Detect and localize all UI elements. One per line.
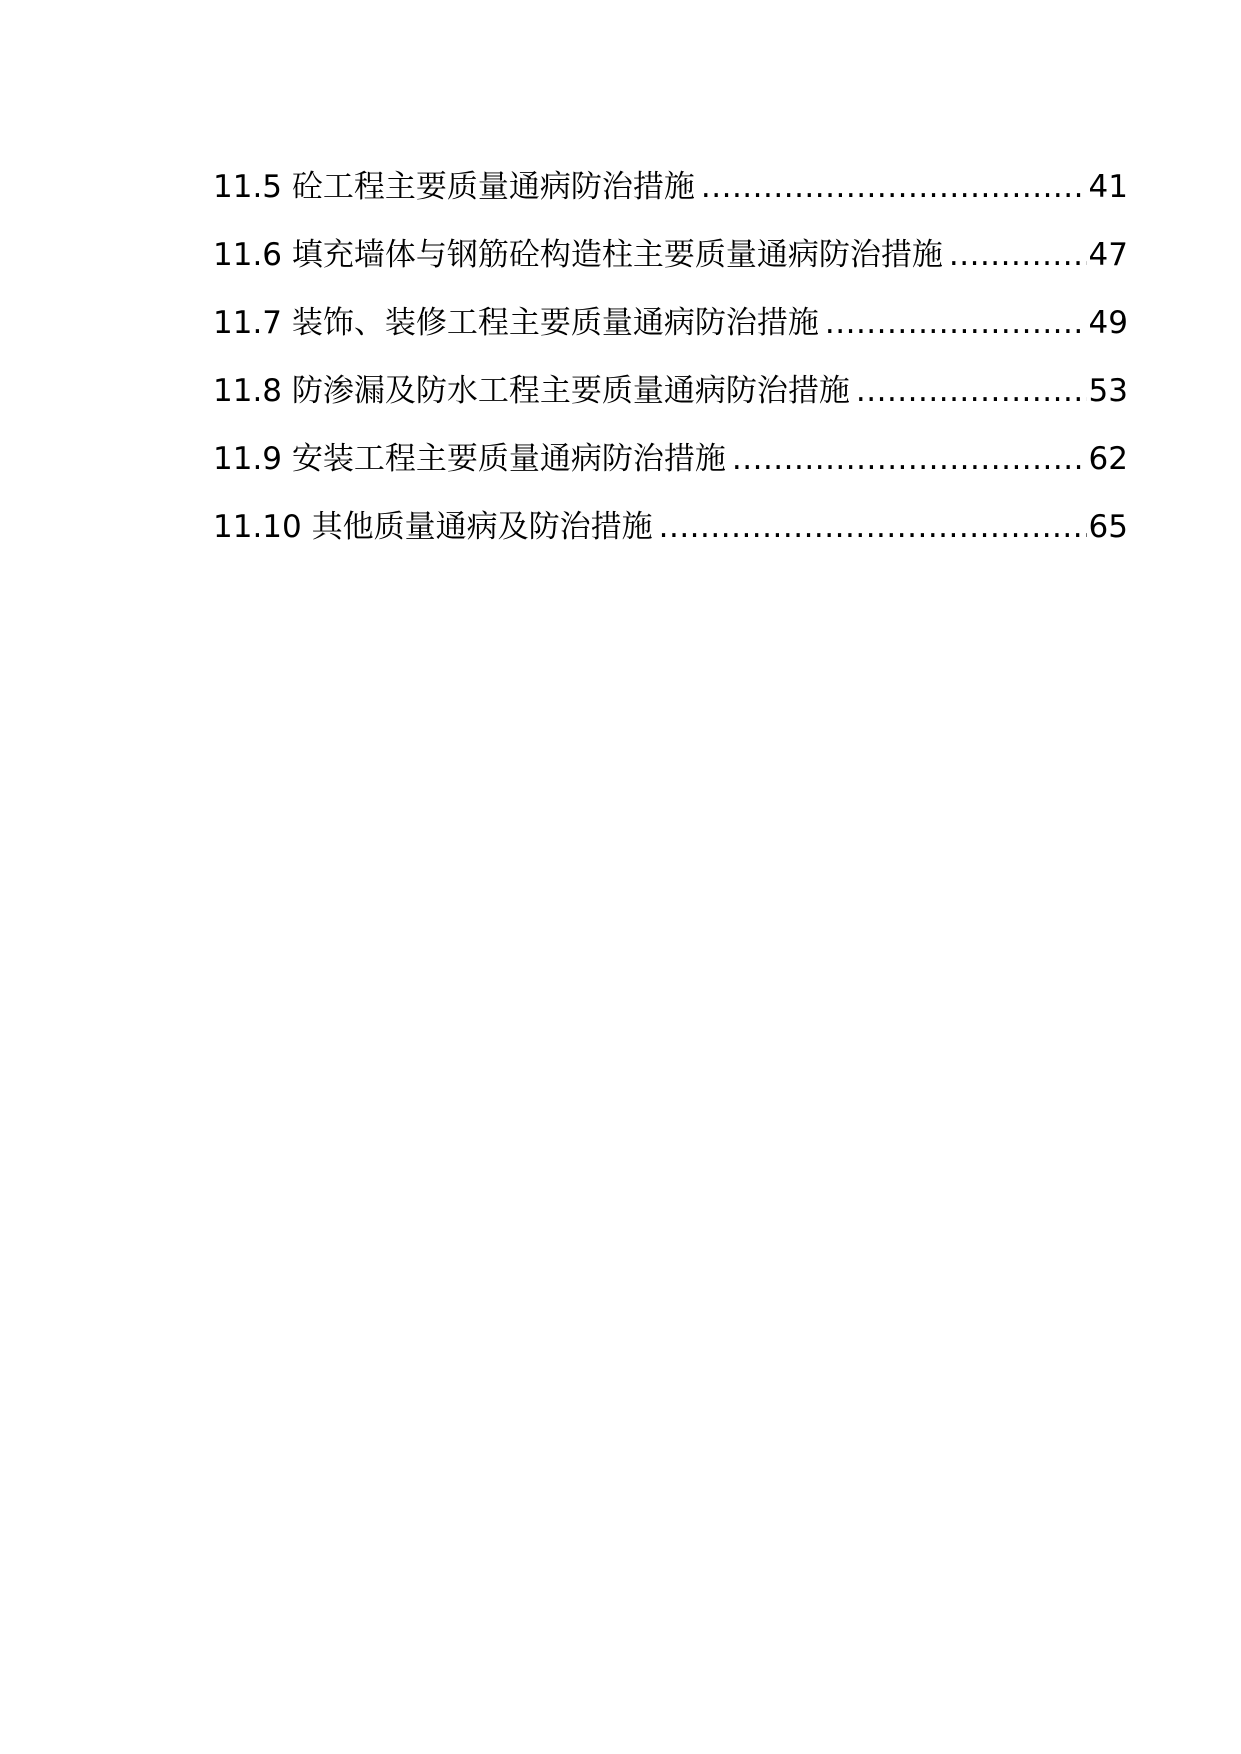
toc-entry-title: 11.7 装饰、装修工程主要质量通病防治措施 xyxy=(213,305,819,341)
toc-dot-leader xyxy=(701,160,1087,214)
toc-entry-page: 49 xyxy=(1088,305,1128,341)
toc-dot-leader xyxy=(856,364,1087,418)
table-of-contents xyxy=(213,160,1128,568)
toc-dot-leader xyxy=(825,296,1087,350)
toc-entry-title: 11.5 砼工程主要质量通病防治措施 xyxy=(213,169,695,205)
toc-entry-page: 65 xyxy=(1088,509,1128,545)
toc-dot-leader xyxy=(949,228,1087,282)
toc-entry[interactable] xyxy=(213,228,1128,296)
toc-entry[interactable] xyxy=(213,160,1128,228)
toc-entry-page: 62 xyxy=(1088,441,1128,477)
toc-entry[interactable] xyxy=(213,500,1128,568)
toc-entry[interactable] xyxy=(213,296,1128,364)
toc-entry-page: 41 xyxy=(1088,169,1128,205)
toc-entry[interactable] xyxy=(213,364,1128,432)
toc-dot-leader xyxy=(732,432,1087,486)
toc-entry-title: 11.10 其他质量通病及防治措施 xyxy=(213,509,653,545)
toc-entry-title: 11.6 填充墙体与钢筋砼构造柱主要质量通病防治措施 xyxy=(213,237,943,273)
toc-entry-title: 11.8 防渗漏及防水工程主要质量通病防治措施 xyxy=(213,373,850,409)
toc-entry[interactable] xyxy=(213,432,1128,500)
toc-entry-page: 53 xyxy=(1088,373,1128,409)
toc-entry-page: 47 xyxy=(1088,237,1128,273)
toc-dot-leader xyxy=(659,500,1087,554)
toc-entry-title: 11.9 安装工程主要质量通病防治措施 xyxy=(213,441,726,477)
